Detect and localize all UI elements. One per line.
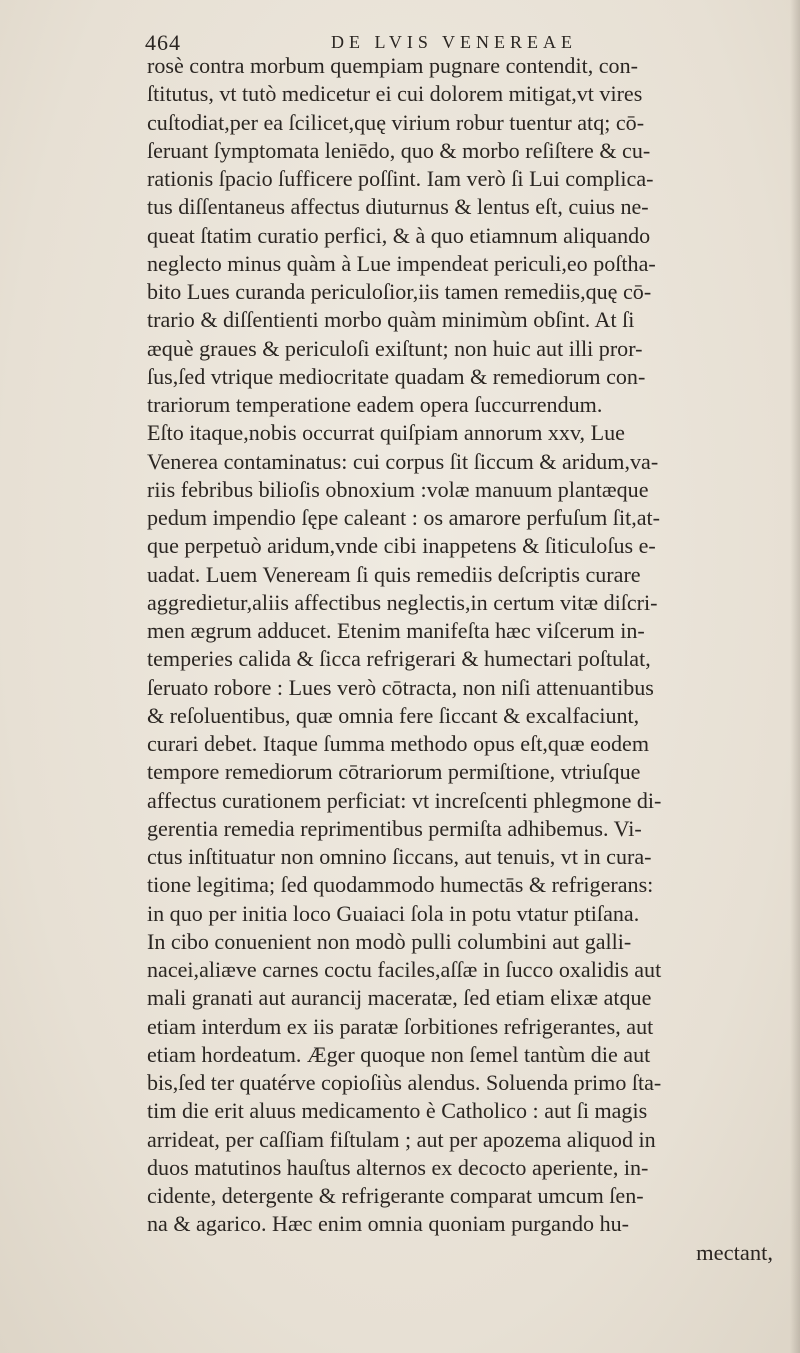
text-line: rosè contra morbum quempiam pugnare contendit, con-	[147, 53, 638, 78]
text-line: nacei,aliæve carnes coctu faciles,aſſæ in ſucco oxalidis aut	[147, 957, 662, 982]
text-line: gerentia remedia reprimentibus permiſta adhibemus. Vi-	[147, 815, 642, 841]
text-line: trariorum temperatione eadem opera ſuccurrendum.	[147, 392, 603, 417]
text-line: uadat. Luem Veneream ſi quis remediis deſcriptis curare	[147, 561, 641, 587]
text-line: duos matutinos hauſtus alternos ex decocto aperiente, in-	[147, 1154, 649, 1180]
page-number: 464	[145, 30, 181, 55]
text-line: arrideat, per caſſiam fiſtulam ; aut per apozema aliquod in	[147, 1126, 656, 1152]
text-line: ſtitutus, vt tutò medicetur ei cui dolorem mitigat,vt vires	[147, 81, 643, 107]
text-line: que perpetuò aridum,vnde cibi inappetens & ſiticuloſus e-	[147, 533, 656, 559]
running-head: DE LVIS VENEREAE	[331, 32, 577, 52]
text-line: aggredietur,aliis affectibus neglectis,in certum vitæ diſcri-	[147, 589, 658, 615]
text-line: neglecto minus quàm à Lue impendeat periculi,eo poſtha-	[147, 250, 656, 276]
text-line: cuſtodiat,per ea ſcilicet,quę virium robur tuentur atq; cō-	[147, 109, 645, 135]
text-line: tempore remediorum cōtrariorum permiſtione, vtriuſque	[147, 759, 641, 785]
text-line: na & agarico. Hæc enim omnia quoniam purgando hu-	[147, 1211, 630, 1237]
text-line: rationis ſpacio ſufficere poſſint. Iam verò ſi Lui complica-	[147, 166, 654, 191]
text-line: men ægrum adducet. Etenim manifeſta hæc viſcerum in-	[147, 618, 645, 643]
text-line: tione legitima; ſed quodammodo humectās & refrigerans:	[147, 872, 654, 898]
text-line: temperies calida & ſicca refrigerari & humectari poſtulat,	[147, 646, 651, 672]
text-line: bis,ſed ter quatérve copioſiùs alendus. Soluenda primo ſta-	[147, 1070, 662, 1095]
text-line: ctus inſtituatur non omnino ſiccans, aut tenuis, vt in cura-	[147, 844, 652, 869]
text-line: trario & diſſentienti morbo quàm minimùm obſint. At ſi	[147, 307, 635, 333]
body-text	[147, 52, 795, 1267]
text-line: cidente, detergente & refrigerante comparat umcum ſen-	[147, 1183, 644, 1208]
text-line: Eſto itaque,nobis occurrat quiſpiam annorum xxv, Lue	[147, 420, 625, 446]
text-line: mectant,	[696, 1239, 773, 1265]
text-line: æquè graues & periculoſi exiſtunt; non huic aut illi pror-	[147, 335, 643, 361]
text-line: ſeruato robore : Lues verò cōtracta, non niſi attenuantibus	[147, 674, 654, 700]
text-line: riis febribus bilioſis obnoxium :volæ manuum plantæque	[147, 476, 649, 502]
text-line: Venerea contaminatus: cui corpus ſit ſiccum & aridum,va-	[147, 448, 659, 474]
text-line: affectus curationem perficiat: vt increſcenti phlegmone di-	[147, 787, 662, 813]
text-line: queat ſtatim curatio perfici, & à quo etiamnum aliquando	[147, 222, 651, 248]
text-line: pedum impendio ſępe caleant : os amarore perfuſum ſit,at-	[147, 505, 661, 530]
text-line: etiam hordeatum. Æger quoque non ſemel tantùm die aut	[147, 1041, 651, 1067]
text-line: & reſoluentibus, quæ omnia fere ſiccant & excalfaciunt,	[147, 702, 640, 728]
text-line: In cibo conuenient non modò pulli columbini aut galli-	[147, 928, 632, 954]
text-line: tus diſſentaneus affectus diuturnus & lentus eſt, cuius ne-	[147, 194, 649, 220]
text-line: curari debet. Itaque ſumma methodo opus eſt,quæ eodem	[147, 731, 650, 756]
text-line: ſus,ſed vtrique mediocritate quadam & remediorum con-	[147, 363, 646, 389]
text-line: tim die erit aluus medicamento è Catholico : aut ſi magis	[147, 1098, 648, 1124]
text-line: ſeruant ſymptomata leniēdo, quo & morbo reſiſtere & cu-	[147, 137, 651, 163]
text-line: in quo per initia loco Guaiaci ſola in potu vtatur ptiſana.	[147, 900, 640, 926]
text-line: bito Lues curanda periculoſior,iis tamen remediis,quę cō-	[147, 279, 652, 304]
text-line: etiam interdum ex iis paratæ ſorbitiones refrigerantes, aut	[147, 1013, 654, 1039]
page-edge-shadow	[790, 0, 800, 1353]
text-line: mali granati aut aurancij maceratæ, ſed etiam elixæ atque	[147, 985, 652, 1011]
